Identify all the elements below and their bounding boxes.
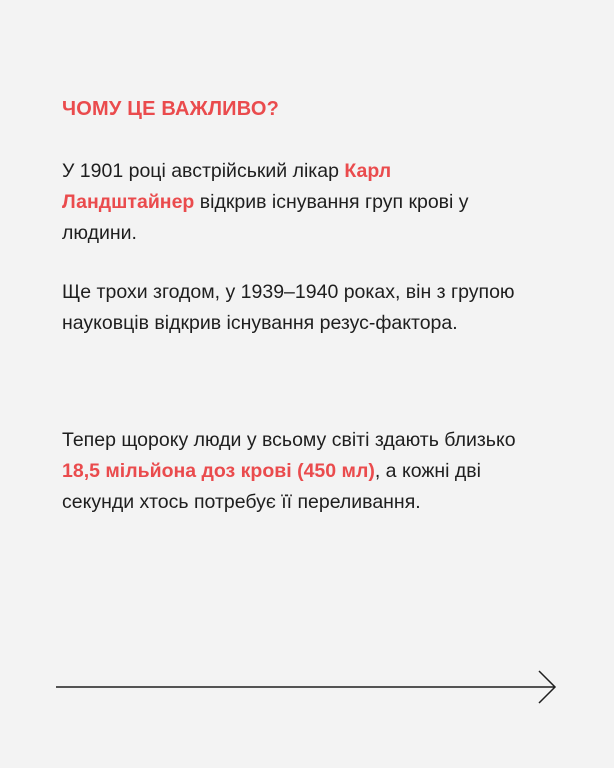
paragraph-donations bbox=[62, 425, 522, 518]
paragraph-text: Тепер щороку люди у всьому світі здають близько bbox=[62, 429, 516, 451]
section-heading: ЧОМУ ЦЕ ВАЖЛИВО? bbox=[62, 98, 280, 120]
arrow-right-icon[interactable] bbox=[56, 670, 558, 704]
paragraph-text: У 1901 році австрійський лікар bbox=[62, 160, 345, 182]
highlight-name: Карл Ландштайнер bbox=[62, 160, 392, 213]
paragraph-rh-factor: Ще трохи згодом, у 1939–1940 роках, він з групою науковців відкрив існування резус-фактора. bbox=[62, 281, 515, 334]
paragraph-text: , а кожні дві секунди хтось потребує її переливання. bbox=[62, 460, 481, 513]
paragraph-text: відкрив існування груп крові у людини. bbox=[62, 191, 469, 244]
paragraph-history bbox=[62, 156, 522, 249]
highlight-amount: 18,5 мільйона доз крові (450 мл) bbox=[62, 460, 375, 482]
